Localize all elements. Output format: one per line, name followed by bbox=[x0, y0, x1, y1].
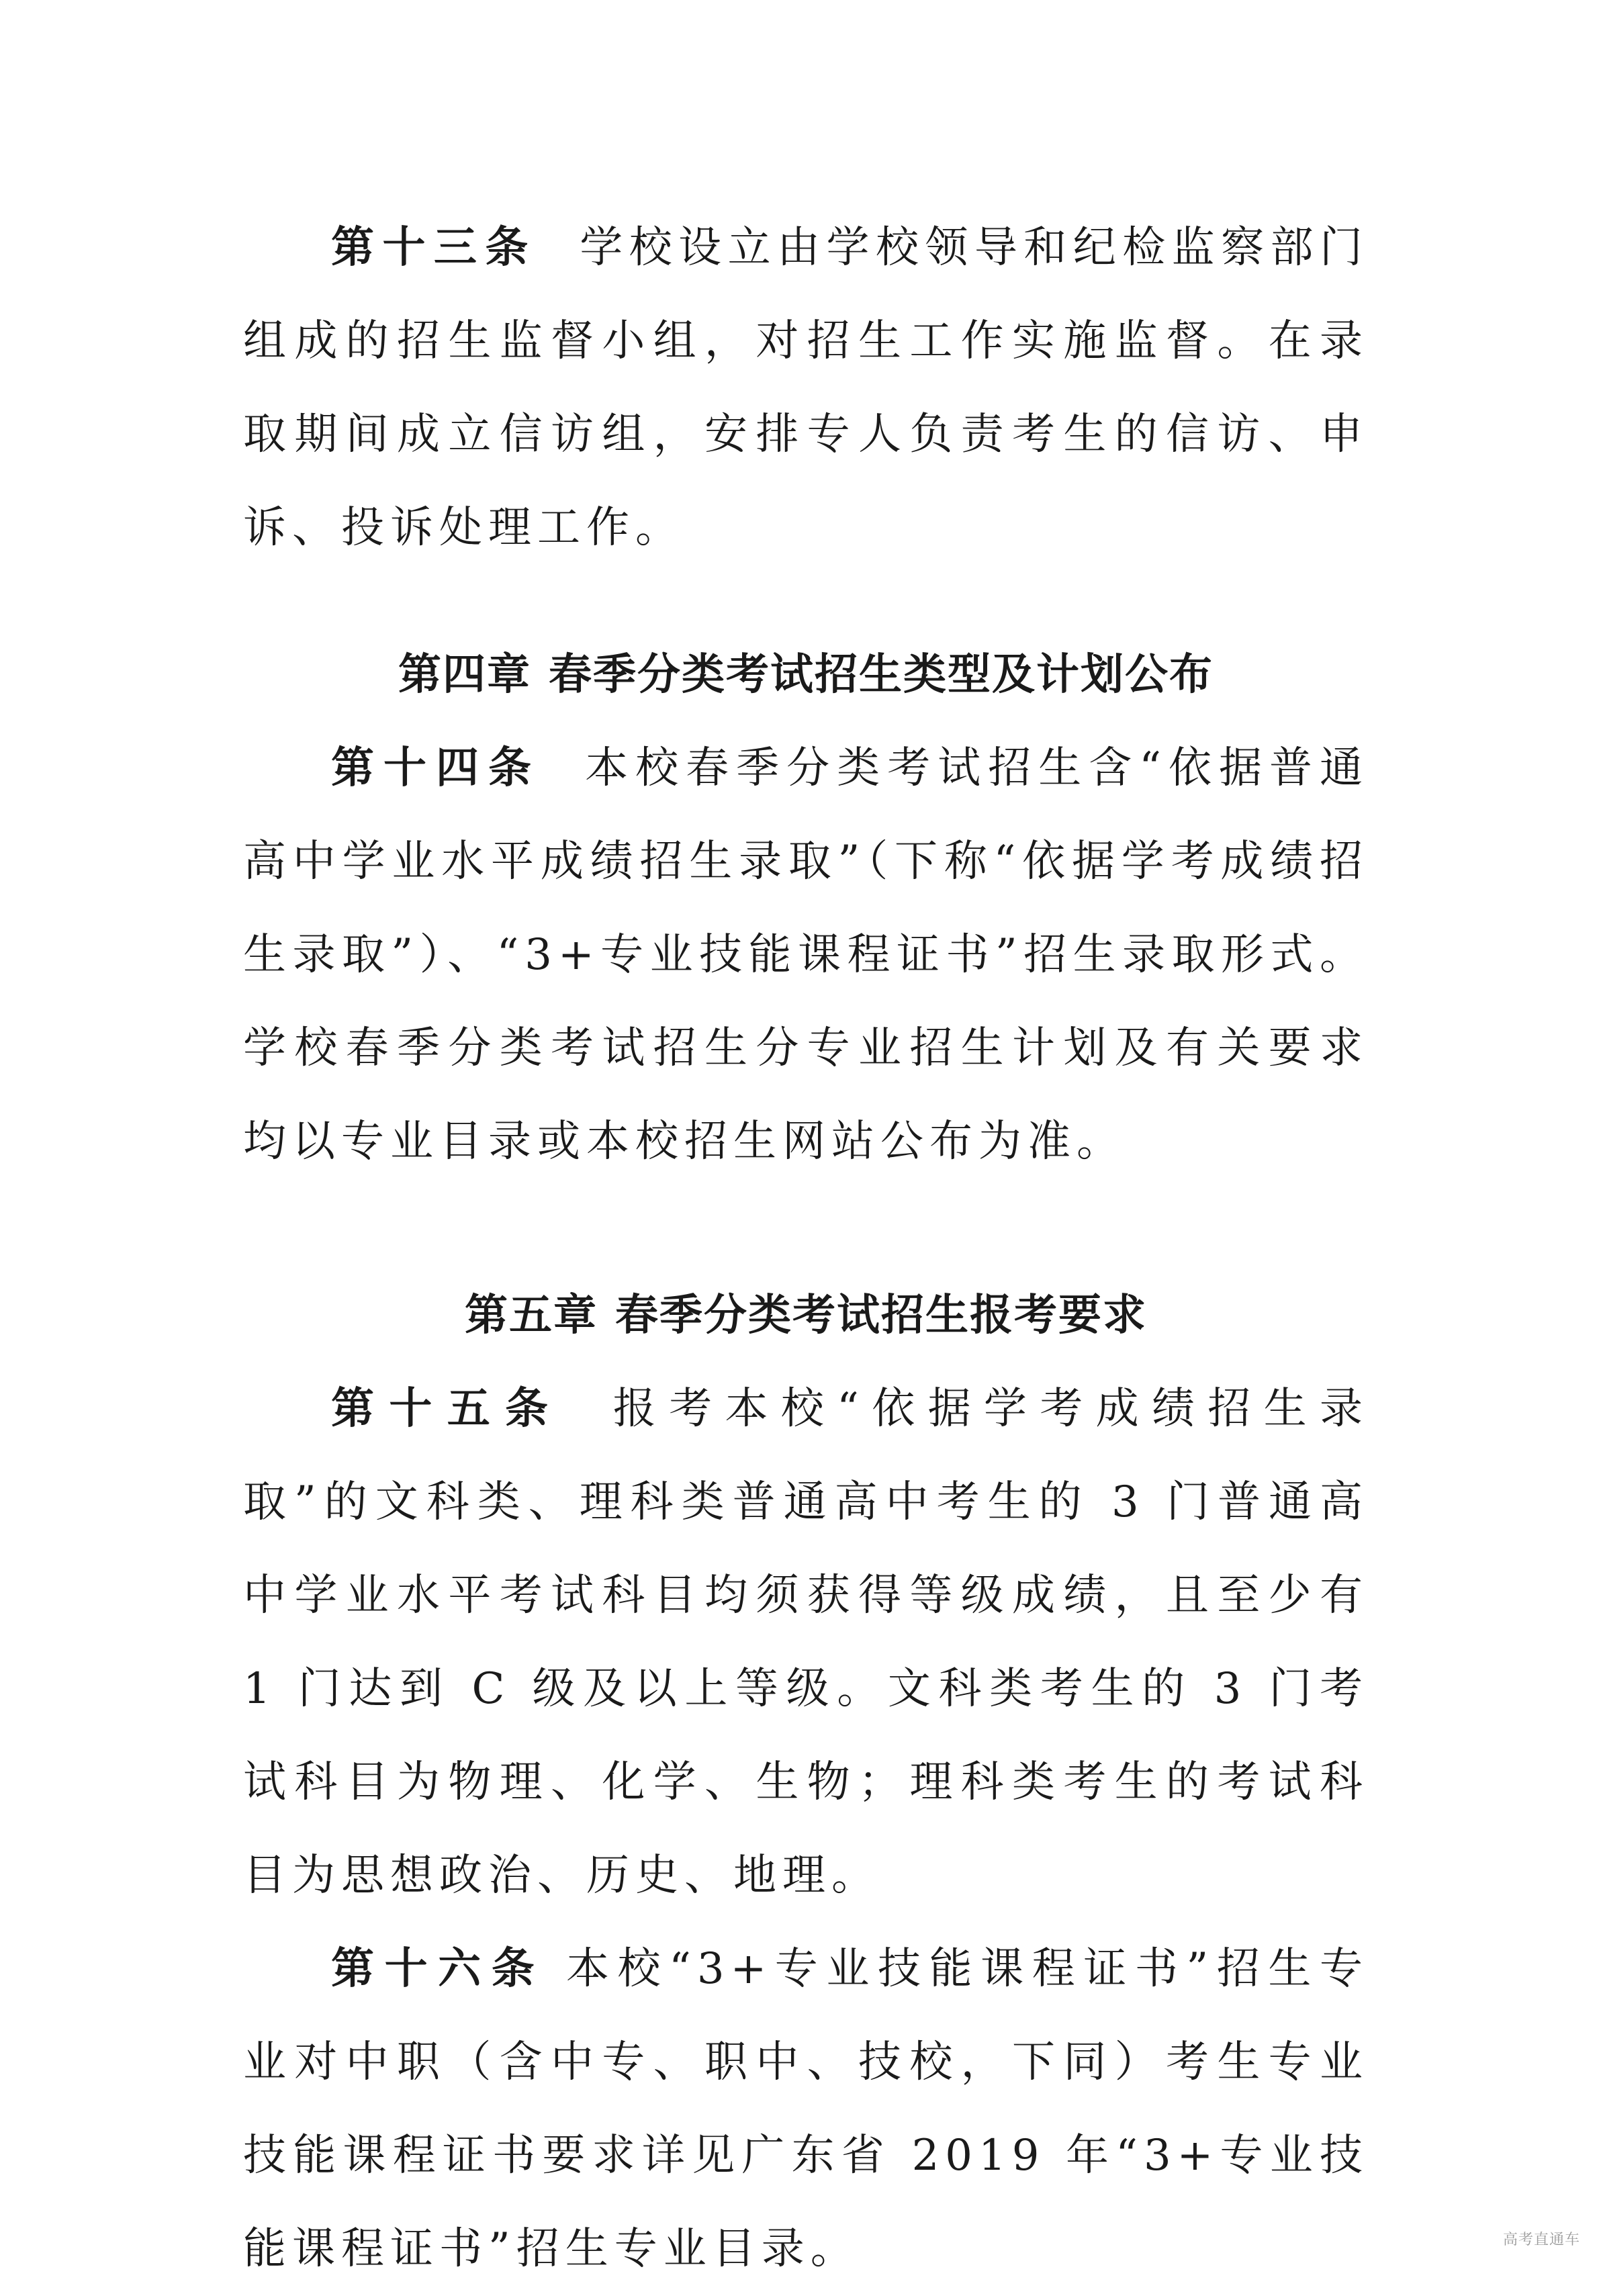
article-number: 第十五条 bbox=[331, 1384, 563, 1434]
article-number: 第十四条 bbox=[331, 743, 541, 793]
article-14 bbox=[243, 722, 1369, 1189]
chapter-number: 第四章 bbox=[398, 650, 531, 700]
chapter-number: 第五章 bbox=[465, 1291, 598, 1340]
chapter-title: 春季分类考试招生类型及计划公布 bbox=[549, 650, 1214, 700]
chapter-heading-4 bbox=[243, 629, 1369, 722]
article-text: 学校设立由学校领导和纪检监察部门组成的招生监督小组，对招生工作实施监督。在录取期间成立信访组，安排专人负责考生的信访、申诉、投诉处理工作。 bbox=[243, 223, 1369, 553]
article-text: 本校“3+专业技能课程证书”招生专业对中职（含中专、职中、技校，下同）考生专业技能课程证书要求详见广东省 2019 年“3+专业技能课程证书”招生专业目录。 bbox=[243, 1944, 1369, 2274]
article-number: 第十三条 bbox=[331, 223, 537, 273]
document-page bbox=[243, 201, 1369, 2296]
article-text: 报考本校“依据学考成绩招生录取”的文科类、理科类普通高中考生的 3 门普通高中学业水平考试科目均须获得等级成绩，且至少有 1 门达到 C 级及以上等级。文科类考生的 3 门考试科目为物理、化学、生物；理科类考生的考试科目为思想政治、历史、地理。 bbox=[243, 1384, 1369, 1900]
article-text: 本校春季分类考试招生含“依据普通高中学业水平成绩招生录取”（下称“依据学考成绩招生录取”）、“3+专业技能课程证书”招生录取形式。学校春季分类考试招生分专业招生计划及有关要求均以专业目录或本校招生网站公布为准。 bbox=[243, 743, 1369, 1166]
article-16 bbox=[243, 1923, 1369, 2296]
chapter-heading-5 bbox=[243, 1269, 1369, 1363]
chapter-title: 春季分类考试招生报考要求 bbox=[615, 1291, 1147, 1340]
watermark: 高考直通车 bbox=[1502, 2232, 1580, 2248]
article-13 bbox=[243, 201, 1369, 575]
article-number: 第十六条 bbox=[331, 1944, 545, 1994]
article-15 bbox=[243, 1363, 1369, 1923]
